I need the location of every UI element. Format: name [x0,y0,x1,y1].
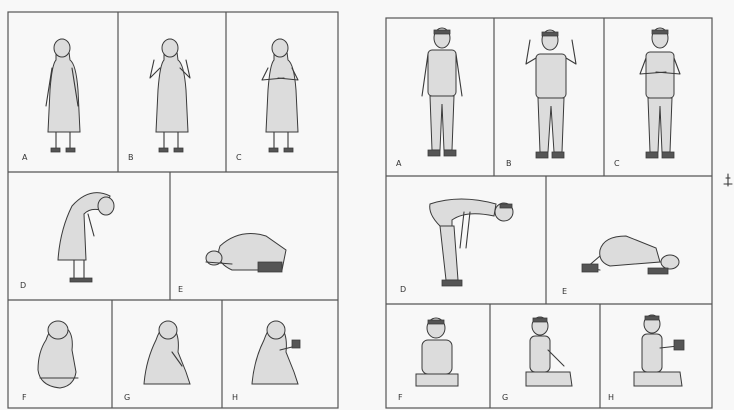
male-panel-a-caption: A [396,159,402,168]
female-panel-b-caption: B [128,153,134,162]
female-panel-a-caption: A [22,153,28,162]
female-panel-f-caption: F [22,393,27,402]
male-panel-c-caption: C [614,159,620,168]
female-panel-c-caption: C [236,153,242,162]
male-panel-h-caption: H [608,393,615,402]
female-panel-g-caption: G [124,393,131,402]
female-panel-e-caption: E [178,285,184,294]
female-panel-h-caption: H [232,393,239,402]
male-panel-g-caption: G [502,393,509,402]
male-panel-b-caption: B [506,159,512,168]
male-panel-f-caption: F [398,393,403,402]
male-panel-e-caption: E [562,287,568,296]
female-panel-d-caption: D [20,281,27,290]
male-panel-d-caption: D [400,285,407,294]
